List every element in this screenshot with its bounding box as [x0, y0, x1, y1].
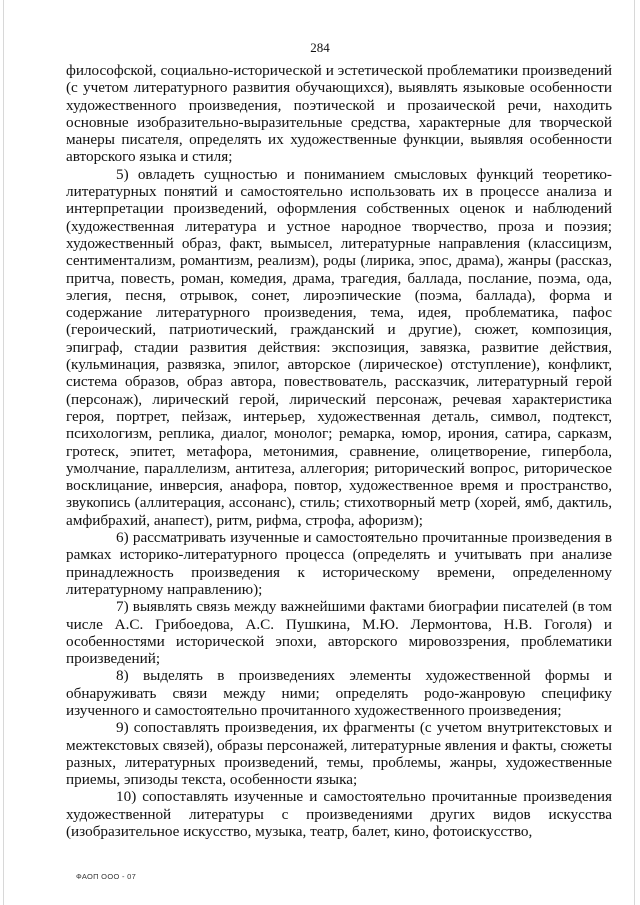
- paragraph-item-7: 7) выявлять связь между важнейшими фактами биографии писателей (в том числе А.С. Грибоедова, А.С. Пушкина, М.Ю. Лермонтова, Н.В. Гоголя) и особенностями исторической эпохи, авторского мировоззрения, проблематики произведений;: [66, 598, 612, 668]
- footer-document-code: ФАОП ООО - 07: [76, 872, 137, 881]
- paragraph-continuation: философской, социально-исторической и эстетической проблематики произведений (с учетом литературного развития обучающихся), выявлять языковые особенности художественного произведения, поэтической и прозаической речи, находить основные изобразительно-выразительные средства, характерные для творческой манеры писателя, определять их художественные функции, выявляя особенности авторского языка и стиля;: [66, 62, 612, 166]
- paragraph-item-10: 10) сопоставлять изученные и самостоятельно прочитанные произведения художественной литературы с произведениями других видов искусства (изобразительное искусство, музыка, театр, балет, кино, фотоискусство,: [66, 788, 612, 841]
- document-body: [66, 62, 612, 840]
- paragraph-item-5: 5) овладеть сущностью и пониманием смысловых функций теоретико-литературных понятий и самостоятельно использовать их в процессе анализа и интерпретации произведений, оформления собственных оценок и наблюдений (художественная литература и устное народное творчество, проза и поэзия; художественный образ, факт, вымысел, литературные направления (классицизм, сентиментализм, романтизм, реализм), роды (лирика, эпос, драма), жанры (рассказ, притча, повесть, роман, комедия, драма, трагедия, баллада, послание, поэма, ода, элегия, песня, отрывок, сонет, лироэпические (поэма, баллада), форма и содержание литературного произведения, тема, идея, проблематика, пафос (героический, патриотический, гражданский и другие), сюжет, композиция, эпиграф, стадии развития действия: экспозиция, завязка, развитие действия, (кульминация, развязка, эпилог, авторское (лирическое) отступление), конфликт, система образов, образ автора, повествователь, рассказчик, литературный герой (персонаж), лирический герой, лирический персонаж, речевая характеристика героя, портрет, пейзаж, интерьер, художественная деталь, символ, подтекст, психологизм, реплика, диалог, монолог; ремарка, юмор, ирония, сатира, сарказм, гротеск, эпитет, метафора, метонимия, сравнение, олицетворение, гипербола, умолчание, параллелизм, антитеза, аллегория; риторический вопрос, риторическое восклицание, инверсия, анафора, повтор, художественное время и пространство, звукопись (аллитерация, ассонанс), стиль; стихотворный метр (хорей, ямб, дактиль, амфибрахий, анапест), ритм, рифма, строфа, афоризм);: [66, 165, 612, 529]
- page-number: 284: [310, 40, 330, 55]
- paragraph-item-9: 9) сопоставлять произведения, их фрагменты (с учетом внутритекстовых и межтекстовых связей), образы персонажей, литературные явления и факты, сюжеты разных, литературных произведений, темы, проблемы, жанры, художественные приемы, эпизоды текста, особенности языка;: [66, 719, 612, 789]
- paragraph-item-6: 6) рассматривать изученные и самостоятельно прочитанные произведения в рамках историко-литературного процесса (определять и учитывать при анализе принадлежность произведения к историческому времени, определенному литературному направлению);: [66, 529, 612, 598]
- paragraph-item-8: 8) выделять в произведениях элементы художественной формы и обнаруживать связи между ними; определять родо-жанровую специфику изученного и самостоятельно прочитанного художественного произведения;: [66, 667, 612, 719]
